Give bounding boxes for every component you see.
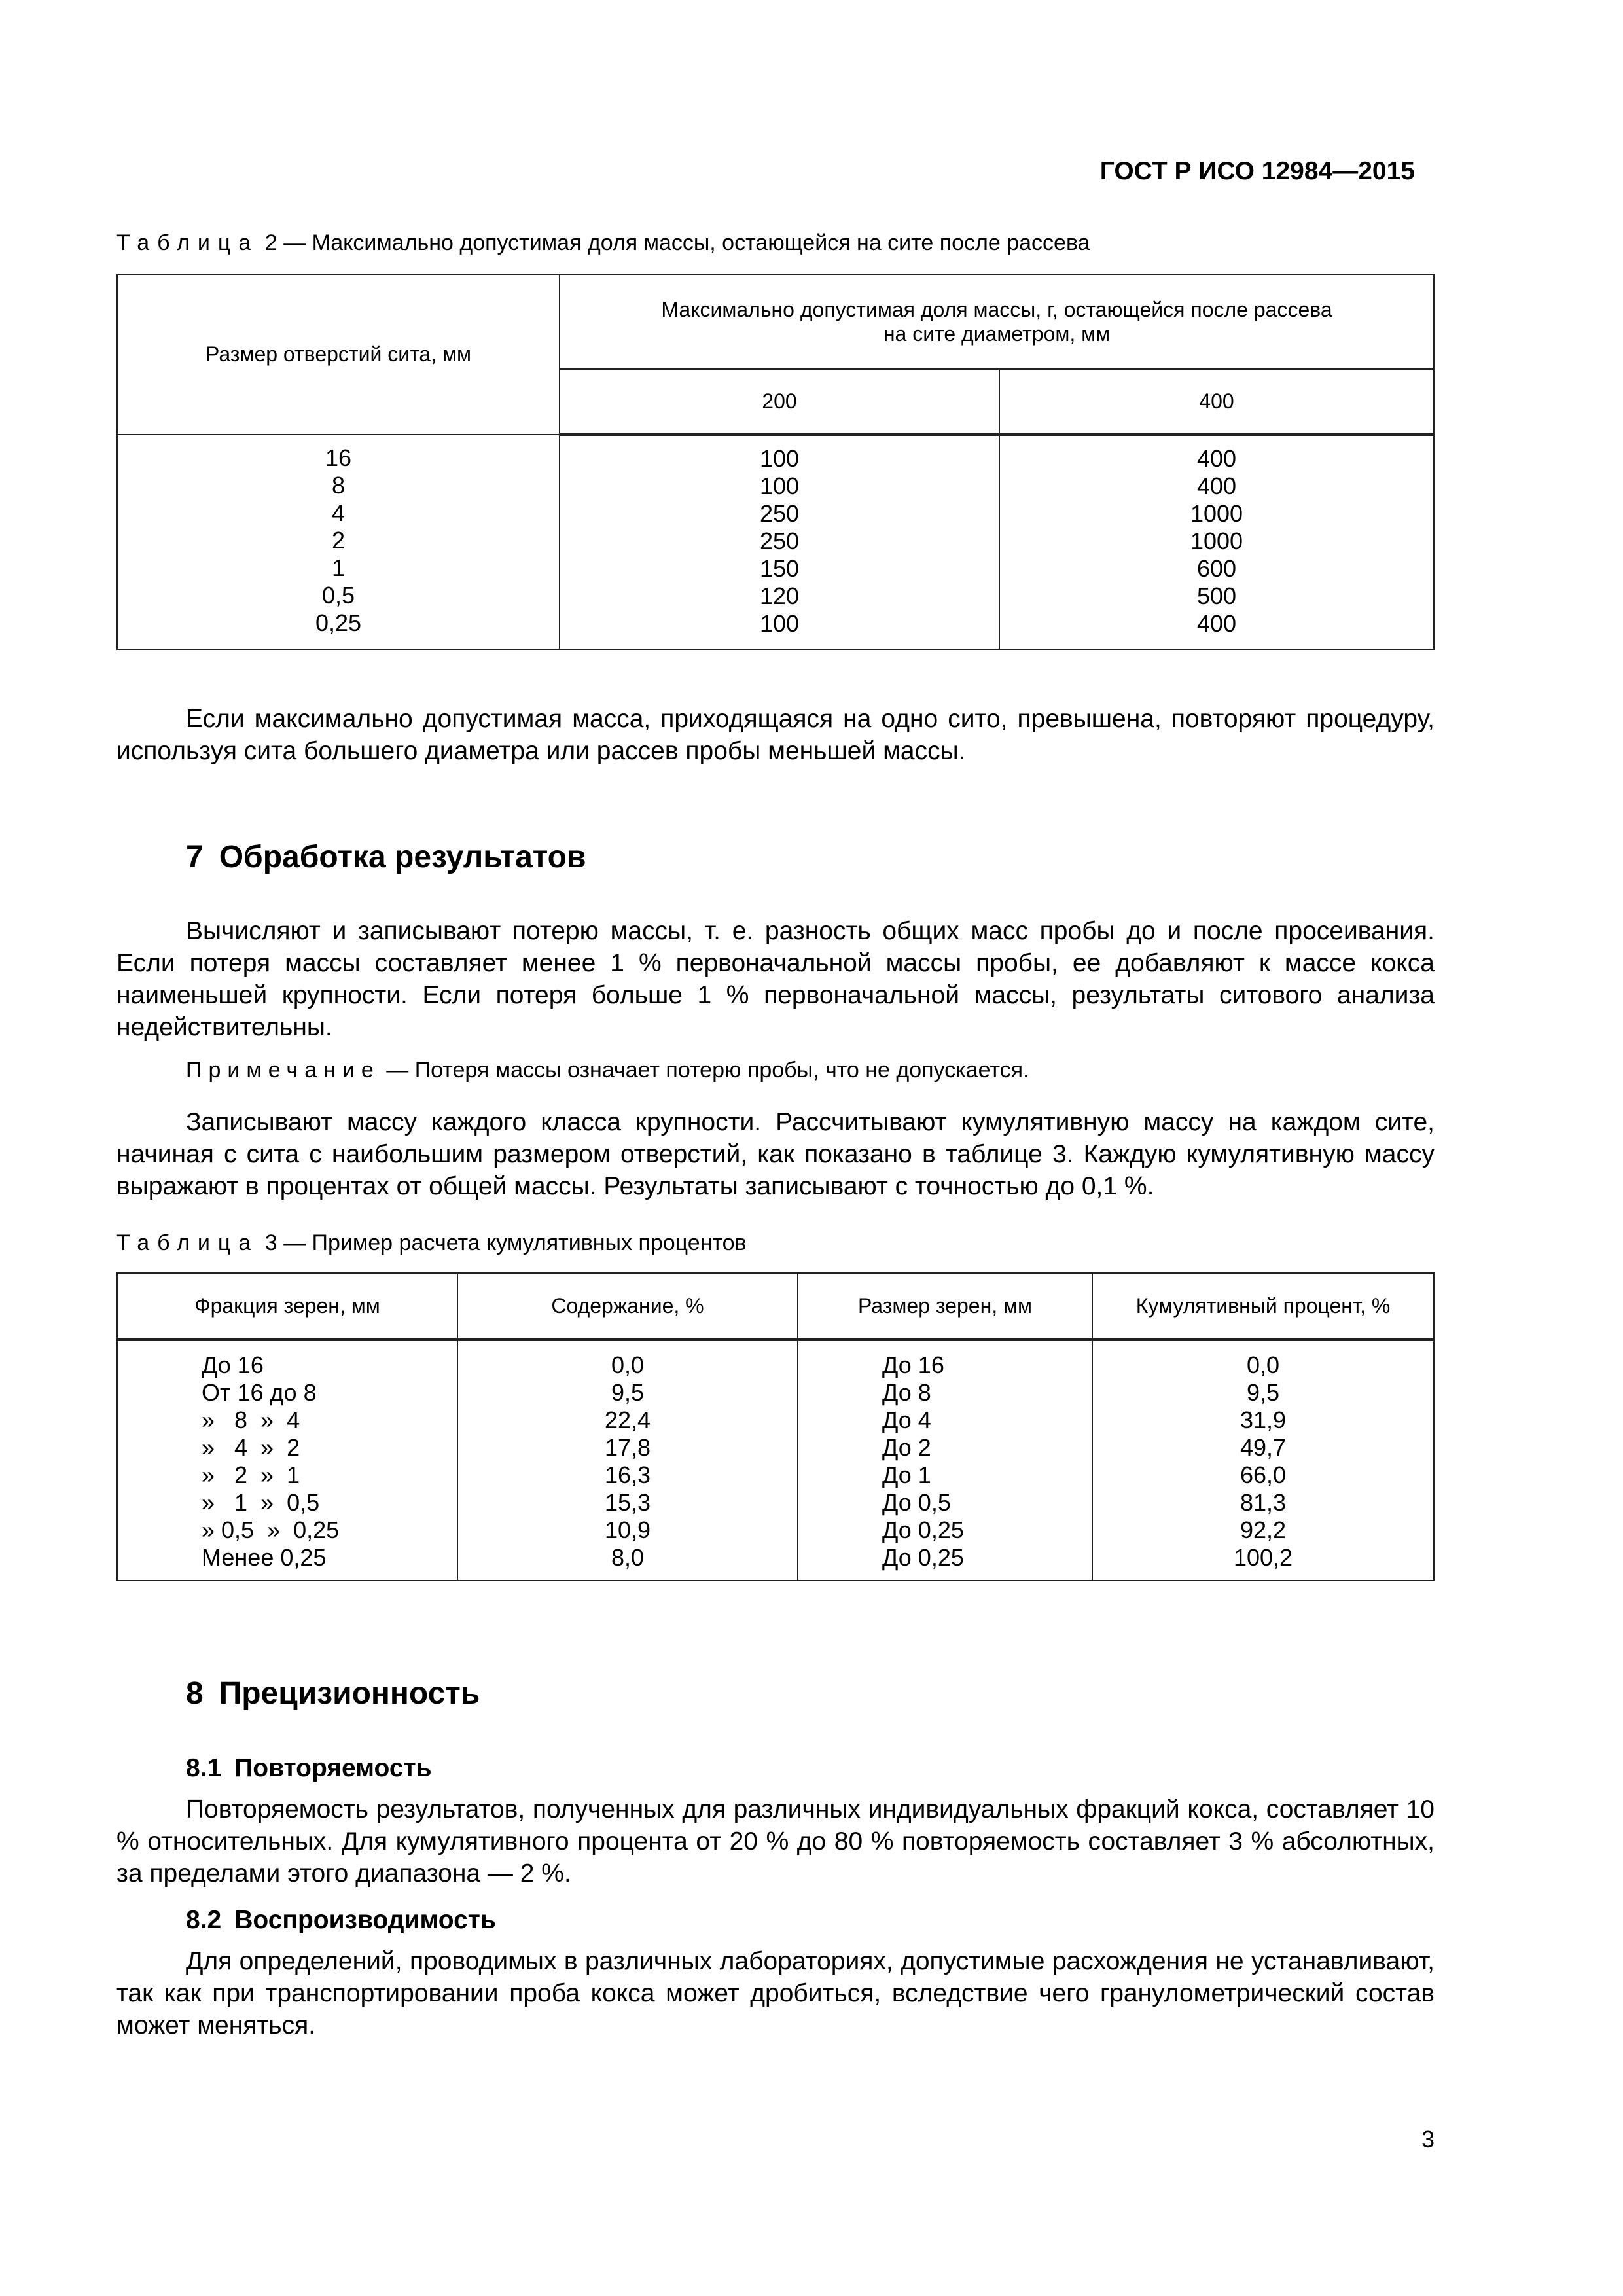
table3-content-value: 8,0 xyxy=(611,1544,645,1571)
table2-d200-value: 100 xyxy=(759,610,800,637)
table2-d200-value: 100 xyxy=(759,473,800,499)
table2-size: 0,5 xyxy=(321,582,355,609)
table2-col-d400 xyxy=(999,435,1434,649)
table2-header-d400: 400 xyxy=(999,369,1434,435)
table3-size: До 4 xyxy=(882,1407,931,1433)
section8-heading xyxy=(186,1676,480,1712)
table3-size: До 0,25 xyxy=(882,1516,964,1543)
table3-fraction: » 2 » 1 xyxy=(202,1462,300,1488)
table2-caption-label: Таблица xyxy=(116,230,259,255)
table3-cumulative-value: 9,5 xyxy=(1246,1379,1280,1406)
section7-paragraph2: Записывают массу каждого класса крупности. Рассчитывают кумулятивную массу на каждом сите, начиная с сита с наибольшим размером отверстий, как показано в таблице 3. Каждую кумулятивную массу выражают в процентах от общей массы. Результаты записывают с точностью до 0,1 %. xyxy=(116,1108,1435,1200)
table3-cumulative-value: 92,2 xyxy=(1240,1516,1287,1543)
table3-fraction: Менее 0,25 xyxy=(202,1544,327,1571)
table3-content-value: 10,9 xyxy=(604,1516,651,1543)
table3-size: До 0,5 xyxy=(882,1489,951,1516)
table3-fraction: До 16 xyxy=(202,1352,264,1378)
section81-title: Повторяемость xyxy=(234,1754,432,1782)
table3 xyxy=(116,1272,1435,1581)
table2-col-d200 xyxy=(560,435,999,649)
table3-col-cumulative xyxy=(1092,1340,1434,1581)
table3-content-value: 0,0 xyxy=(611,1352,645,1378)
table3-fraction: От 16 до 8 xyxy=(202,1379,317,1406)
table3-header-cumulative: Кумулятивный процент, % xyxy=(1092,1273,1434,1340)
table3-cumulative-value: 0,0 xyxy=(1246,1352,1280,1378)
table2-size: 8 xyxy=(331,472,346,499)
section82-number: 8.2 xyxy=(186,1906,222,1934)
section8-number: 8 xyxy=(186,1676,204,1711)
table2-size: 16 xyxy=(325,444,352,471)
table3-caption-label: Таблица xyxy=(116,1230,259,1255)
table2-d400-value: 400 xyxy=(1196,445,1237,472)
section7-title: Обработка результатов xyxy=(219,840,586,874)
table3-content-value: 9,5 xyxy=(611,1379,645,1406)
note-text: — Потеря массы означает потерю пробы, что не допускается. xyxy=(380,1058,1029,1083)
section81-text: Повторяемость результатов, полученных для различных индивидуальных фракций кокса, составляет 10 % относительных. Для кумулятивного процента от 20 % до 80 % повторяемость составляет 3 % абсолютных, за пределами этого диапазона — 2 %. xyxy=(116,1795,1435,1888)
table3-col-fraction xyxy=(117,1340,457,1581)
table2-header-d200: 200 xyxy=(560,369,999,435)
section82-text: Для определений, проводимых в различных лабораториях, допустимые расхождения не устанавливают, так как при транспортировании проба кокса может дробиться, вследствие чего гранулометрический состав может меняться. xyxy=(116,1947,1435,2039)
table2-header-sieve-size: Размер отверстий сита, мм xyxy=(117,274,560,435)
page-number: 3 xyxy=(1421,2126,1435,2153)
table3-cumulative-value: 49,7 xyxy=(1240,1434,1287,1461)
table2-d200-value: 150 xyxy=(759,555,800,582)
table3-size: До 1 xyxy=(882,1462,931,1488)
section7-paragraph1: Вычисляют и записывают потерю массы, т. е. разность общих масс пробы до и после просеивания. Если потеря массы составляет менее 1 % первоначальной массы пробы, ее добавляют к массе кокса наименьшей крупности. Если потеря больше 1 % первоначальной массы, результаты ситового анализа недействительны. xyxy=(116,917,1435,1041)
table3-cumulative-value: 66,0 xyxy=(1240,1462,1287,1488)
table3-size: До 0,25 xyxy=(882,1544,964,1571)
table3-cumulative-value: 81,3 xyxy=(1240,1489,1287,1516)
table2-size: 4 xyxy=(331,499,346,526)
table2-d400-value: 400 xyxy=(1196,473,1237,499)
table2-d200-value: 250 xyxy=(759,500,800,527)
section7-note xyxy=(186,1058,1029,1083)
table2-d400-value: 400 xyxy=(1196,610,1237,637)
table2-col-sizes xyxy=(117,435,560,649)
paragraph-after-table2: Если максимально допустимая масса, приходящаяся на одно сито, превышена, повторяют процедуру, используя сита большего диаметра или рассев пробы меньшей массы. xyxy=(116,705,1435,765)
section81-heading xyxy=(186,1754,432,1783)
table2-caption-text: 2 — Максимально допустимая доля массы, остающейся на сите после рассева xyxy=(259,230,1090,255)
table3-content-value: 17,8 xyxy=(604,1434,651,1461)
table2-d200-value: 120 xyxy=(759,583,800,609)
table3-cumulative-value: 100,2 xyxy=(1233,1544,1293,1571)
table3-header-fraction: Фракция зерен, мм xyxy=(117,1273,457,1340)
table2-d200-value: 100 xyxy=(759,445,800,472)
table3-fraction: » 1 » 0,5 xyxy=(202,1489,320,1516)
table2-header-group: Максимально допустимая доля массы, г, остающейся после рассева на сите диаметром, мм xyxy=(560,274,1434,369)
table3-content-value: 16,3 xyxy=(604,1462,651,1488)
document-code: ГОСТ Р ИСО 12984—2015 xyxy=(1099,157,1415,185)
table2-size: 2 xyxy=(331,527,346,554)
section82-heading xyxy=(186,1906,496,1935)
table2-d400-value: 500 xyxy=(1196,583,1237,609)
table3-content-value: 22,4 xyxy=(604,1407,651,1433)
section8-title: Прецизионность xyxy=(219,1676,480,1711)
section82-title: Воспроизводимость xyxy=(234,1906,496,1934)
table3-caption xyxy=(116,1230,747,1256)
table2-d200-value: 250 xyxy=(759,528,800,554)
table3-size: До 2 xyxy=(882,1434,931,1461)
table3-cumulative-value: 31,9 xyxy=(1240,1407,1287,1433)
table3-caption-text: 3 — Пример расчета кумулятивных процентов xyxy=(259,1230,747,1255)
table3-col-grain-size xyxy=(798,1340,1092,1581)
note-label: Примечание xyxy=(186,1058,380,1083)
table3-header-grain-size: Размер зерен, мм xyxy=(798,1273,1092,1340)
section81-number: 8.1 xyxy=(186,1754,222,1782)
section7-heading xyxy=(186,839,586,875)
table2-d400-value: 600 xyxy=(1196,555,1237,582)
table2-d400-value: 1000 xyxy=(1190,500,1243,527)
table3-fraction: » 8 » 4 xyxy=(202,1407,300,1433)
table3-content-value: 15,3 xyxy=(604,1489,651,1516)
table3-header-content: Содержание, % xyxy=(457,1273,798,1340)
table3-size: До 16 xyxy=(882,1352,944,1378)
table2-caption xyxy=(116,230,1090,256)
table2-d400-value: 1000 xyxy=(1190,528,1243,554)
table3-col-content xyxy=(457,1340,798,1581)
section7-number: 7 xyxy=(186,840,204,874)
table3-size: До 8 xyxy=(882,1379,931,1406)
table2-size: 1 xyxy=(331,554,346,581)
table2 xyxy=(116,274,1435,650)
table3-fraction: » 0,5 » 0,25 xyxy=(202,1516,340,1543)
table2-size: 0,25 xyxy=(315,609,362,636)
table3-fraction: » 4 » 2 xyxy=(202,1434,300,1461)
